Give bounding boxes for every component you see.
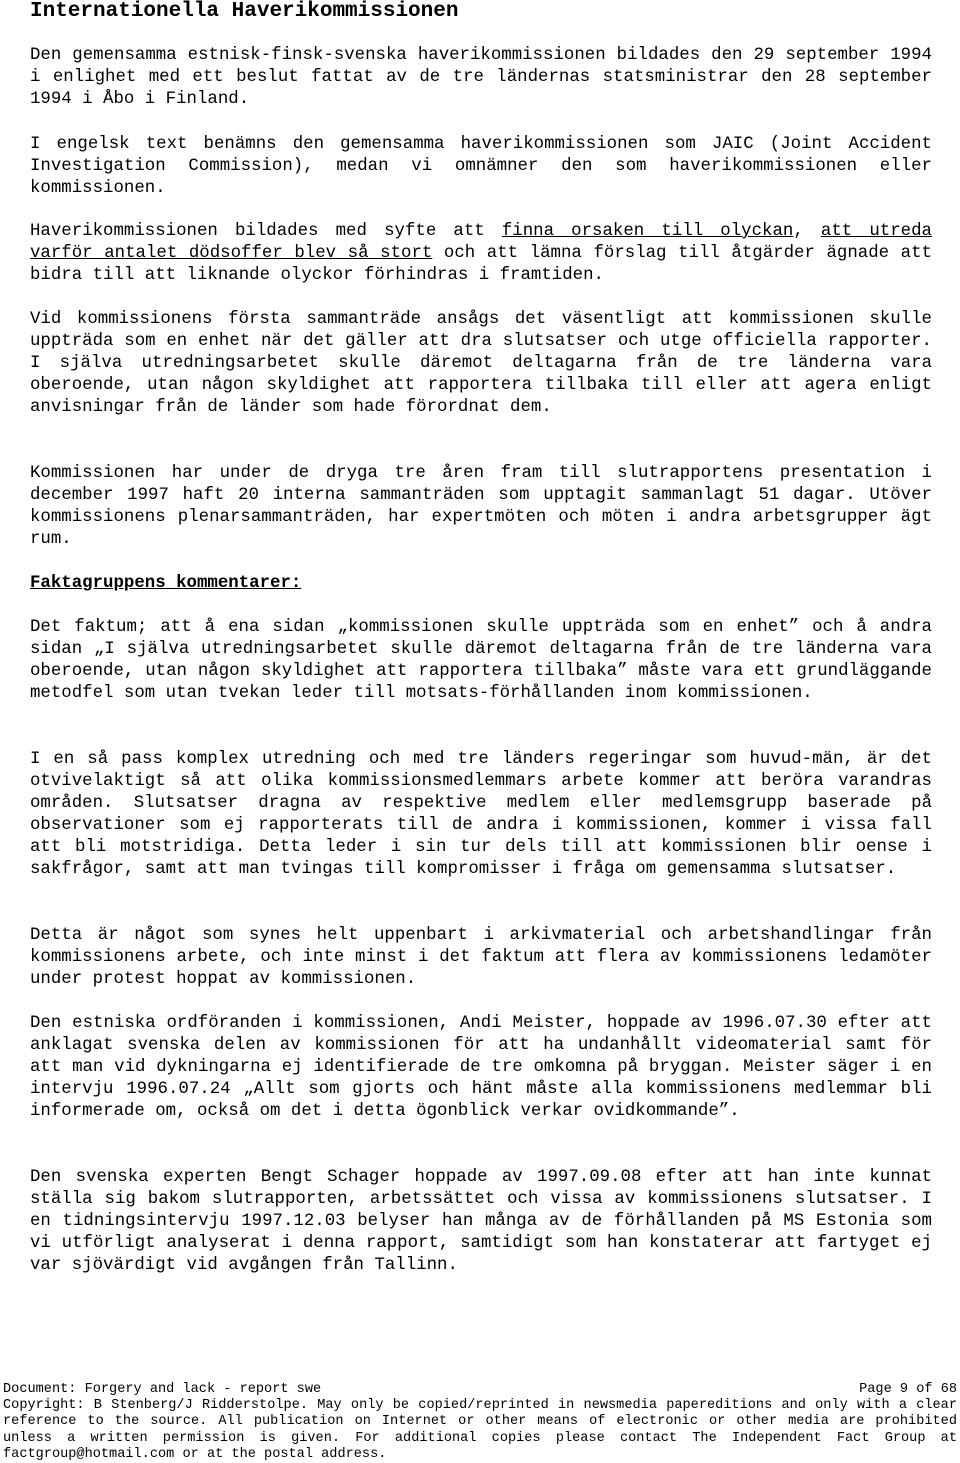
p3-text-before: Haverikommissionen bildades med syfte att [30,222,502,241]
paragraph-6: Det faktum; att å ena sidan „kommissionen skulle uppträda som en enhet” och å andra sidan „I själva utredningsarbetet skulle däremot deltagarna från de tre länderna vara oberoende, utan någon skyldighet att rapportera tillbaka” måste vara ett grundläggande metodfel som utan tvekan leder till motsats-förhållanden inom kommissionen. [30,618,932,703]
section-heading: Faktagruppens kommentarer: [30,574,302,593]
p3-text-mid: , [793,222,821,241]
paragraph-5: Kommissionen har under de dryga tre åren fram till slutrapportens presentation i december 1997 haft 20 interna sammanträden som upptagit sammanlagt 51 dagar. Utöver kommissionens plenarsammanträden, har expertmöten och möten i andra arbetsgrupper ägt rum. [30,464,932,549]
page-footer [3,1382,957,1463]
footer-page-number: Page 9 of 68 [859,1382,957,1397]
paragraph-2: I engelsk text benämns den gemensamma haverikommissionen som JAIC (Joint Accident Investigation Commission), medan vi omnämner den som haverikommissionen eller kommissionen. [30,135,932,198]
paragraph-4: Vid kommissionens första sammanträde ansågs det väsentligt att kommissionen skulle uppträda som en enhet när det gäller att dra slutsatser och utge officiella rapporter. I själva utredningsarbetet skulle däremot deltagarna från de tre länderna vara oberoende, utan någon skyldighet att rapportera tillbaka till eller att agera enligt anvisningar från de länder som hade förordnat dem. [30,310,932,417]
paragraph-1: Den gemensamma estnisk-finsk-svenska haverikommissionen bildades den 29 september 1994 i enlighet med ett beslut fattat av de tre ländernas statsministrar den 28 september 1994 i Åbo i Finland. [30,46,932,109]
paragraph-10: Den svenska experten Bengt Schager hoppade av 1997.09.08 efter att han inte kunnat ställa sig bakom slutrapporten, arbetssättet och vissa av kommissionens slutsatser. I en tidningsintervju 1997.12.03 belyser han många av de förhållanden på MS Estonia som vi utförligt analyserat i denna rapport, samtidigt som han konstaterar att fartyget ej var sjövärdigt vid avgången från Tallinn. [30,1168,932,1275]
footer-copyright-notice: Copyright: B Stenberg/J Ridderstolpe. May only be copied/reprinted in newsmedia papereditions and only with a clear reference to the source. All publication on Internet or other means of electronic or other media are prohibited unless a written permission is given. For additional copies please contact The Independent Fact Group at factgroup@hotmail.com or at the postal address. [3,1398,957,1462]
footer-top-line [3,1382,957,1398]
p3-text-after: och att lämna förslag till åtgärder ägnade att bidra till att liknande olyckor förhindras i framtiden. [30,244,932,285]
p3-underlined-1: finna orsaken till olyckan [501,222,794,241]
paragraph-3 [30,221,932,287]
paragraph-8: Detta är något som synes helt uppenbart i arkivmaterial och arbetshandlingar från kommissionens arbete, och inte minst i det faktum att flera av kommissionens ledamöter under protest hoppat av kommissionen. [30,926,932,989]
paragraph-7: I en så pass komplex utredning och med tre länders regeringar som huvud-män, är det otvivelaktigt så att olika kommissionsmedlemmars arbete kommer att beröra varandras områden. Slutsatser dragna av respektive medlem eller medlemsgrupp baserade på observationer som ej rapporterats till de andra i kommissionen, kommer i vissa fall att bli motstridiga. Detta leder i sin tur dels till att kommissionen blir oense i sakfrågor, samt att man tvingas till kompromisser i fråga om gemensamma slutsatser. [30,750,932,879]
footer-document: Document: Forgery and lack - report swe [3,1382,322,1397]
p3-underlined-2: att utreda varför antalet dödsoffer blev så stort [30,222,932,263]
page-title: Internationella Haverikommissionen [30,0,459,23]
paragraph-9: Den estniska ordföranden i kommissionen, Andi Meister, hoppade av 1996.07.30 efter att anklagat svenska delen av kommissionen för att ha undanhållt videomaterial samt för att man vid dykningarna ej identifierade de tre omkomna på bryggan. Meister säger i en intervju 1996.07.24 „Allt som gjorts och hänt måste alla kommissionens medlemmar bli informerade om, också om det i detta ögonblick verkar ovidkommande”. [30,1014,932,1121]
